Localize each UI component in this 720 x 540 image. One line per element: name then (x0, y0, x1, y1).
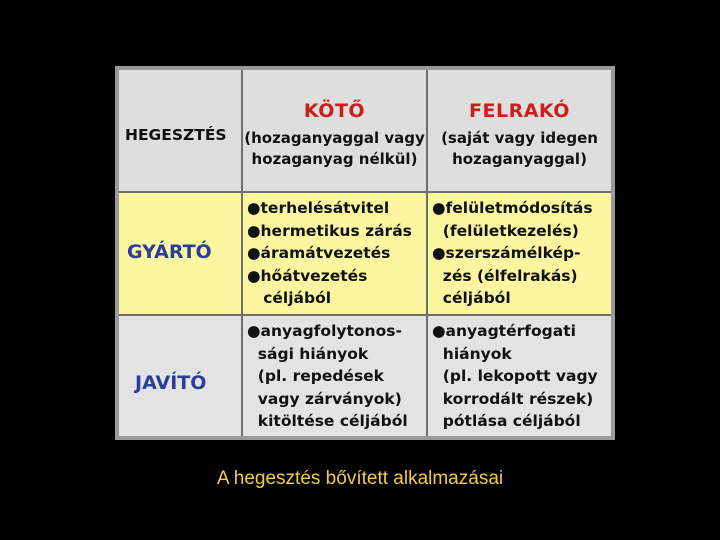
header-koto (241, 70, 426, 191)
list-item: (pl. repedések (247, 367, 384, 385)
list-javito-felrako (432, 320, 609, 433)
row-label-cell-javito (119, 314, 241, 436)
col-title-felrako: FELRAKÓ (469, 100, 570, 122)
list-item: ●hermetikus zárás (247, 221, 412, 240)
list-item: kitöltése céljából (247, 412, 408, 430)
list-item: vagy zárványok) (247, 389, 402, 408)
list-item: ●szerszámélkép- (432, 244, 581, 262)
col-sub-line: hozaganyaggal) (452, 150, 587, 168)
corner-cell (119, 70, 241, 191)
list-item: korrodált részek) (432, 389, 594, 408)
cell-javito-felrako (426, 314, 611, 436)
row-label-cell-gyarto (119, 191, 241, 314)
list-item: zés (élfelrakás) (432, 266, 578, 285)
list-javito-koto (247, 320, 424, 433)
applications-table (115, 66, 615, 440)
list-item: céljából (432, 289, 511, 307)
cell-javito-koto (241, 314, 426, 436)
list-item: ●anyagfolytonos- (247, 322, 402, 340)
list-item: ●hőátvezetés (247, 266, 368, 285)
slide-caption: A hegesztés bővített alkalmazásai (216, 468, 504, 489)
col-sub-line: (hozaganyaggal vagy (244, 129, 425, 147)
list-gyarto-koto (247, 197, 424, 310)
list-item: ●anyagtérfogati (432, 322, 576, 340)
list-item: pótlása céljából (432, 412, 581, 430)
list-item: ●áramátvezetés (247, 244, 391, 262)
col-sub-line: (saját vagy idegen (441, 129, 598, 147)
list-item: (pl. lekopott vagy (432, 367, 598, 385)
col-sub-felrako (428, 128, 611, 170)
list-item: ●felületmódosítás (432, 199, 593, 217)
corner-label: HEGESZTÉS (125, 126, 227, 144)
cell-gyarto-koto (241, 191, 426, 314)
row-label-gyarto: GYÁRTÓ (127, 241, 212, 263)
list-item: (felületkezelés) (432, 221, 579, 240)
list-item: céljából (247, 289, 332, 307)
col-sub-koto (243, 128, 426, 170)
col-title-koto: KÖTŐ (303, 100, 366, 122)
cell-gyarto-felrako (426, 191, 611, 314)
list-gyarto-felrako (432, 197, 609, 310)
list-item: ●terhelésátvitel (247, 199, 390, 217)
col-sub-line: hozaganyag nélkül) (251, 150, 418, 168)
list-item: sági hiányok (247, 344, 369, 363)
list-item: hiányok (432, 344, 512, 363)
row-label-javito: JAVÍTÓ (135, 372, 207, 394)
header-felrako (426, 70, 611, 191)
